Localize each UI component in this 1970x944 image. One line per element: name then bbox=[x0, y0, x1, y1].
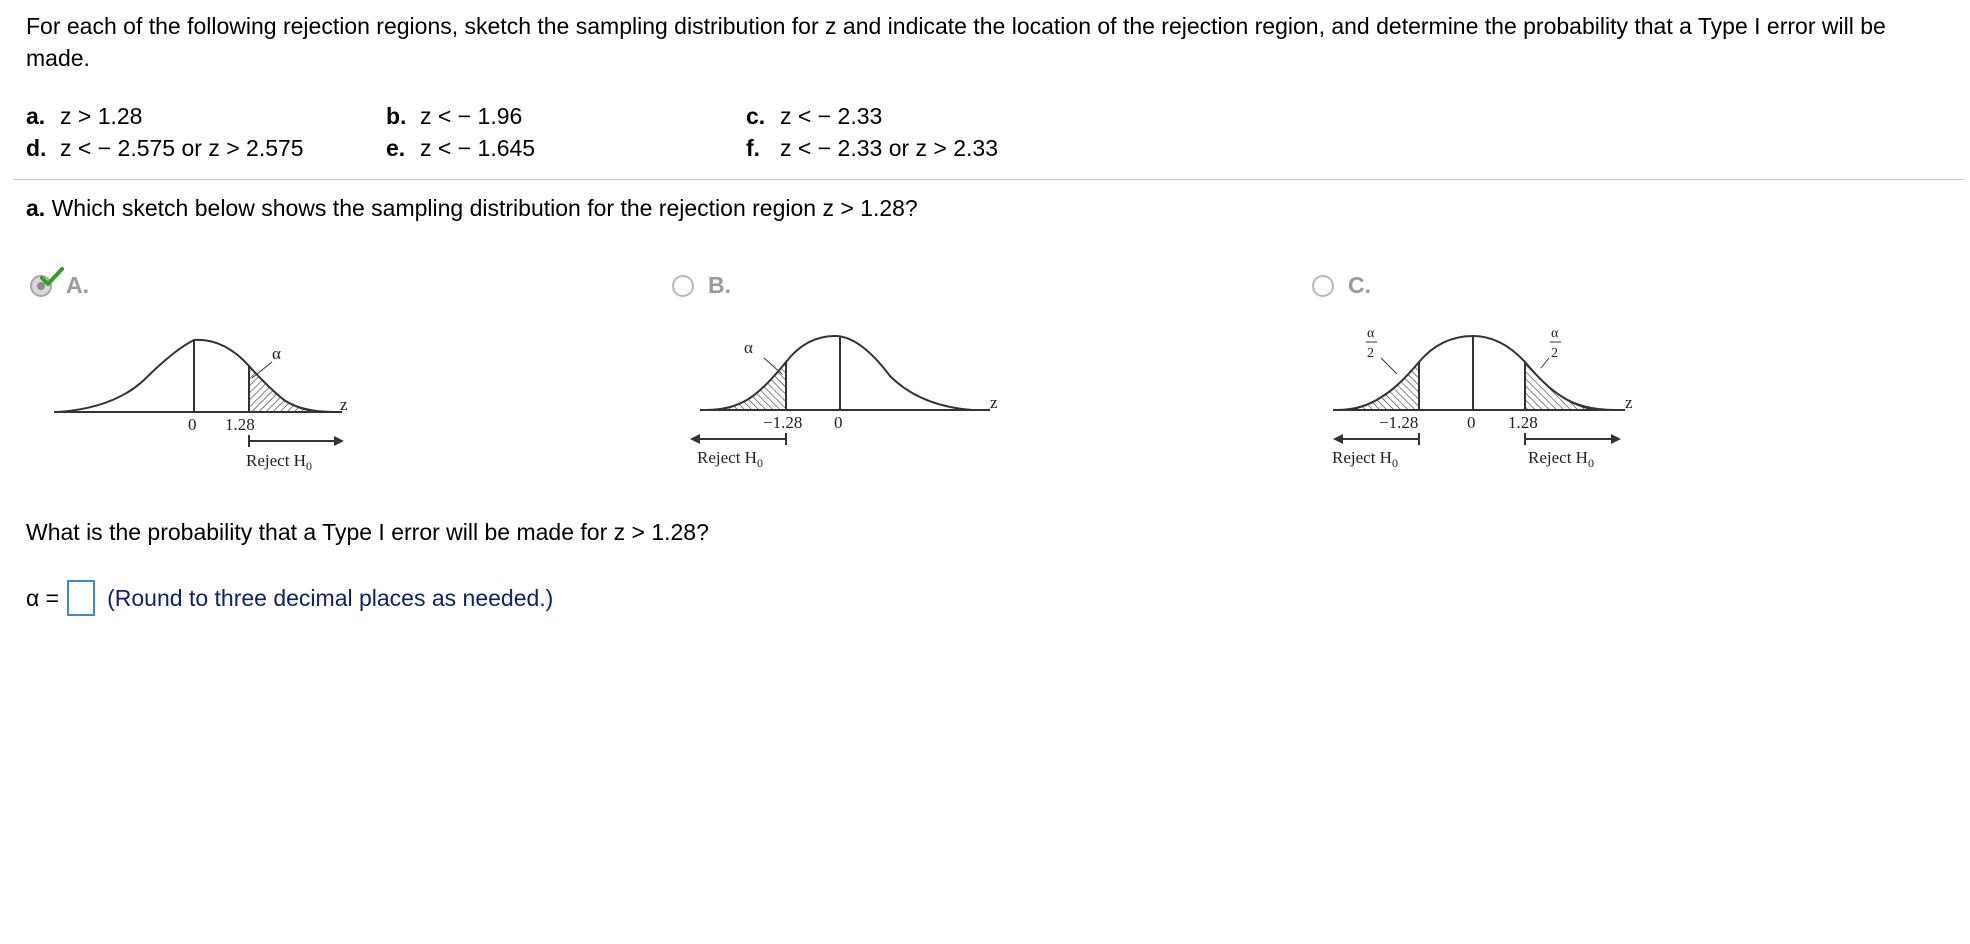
zero-tick-label: 0 bbox=[834, 413, 843, 432]
alpha-label: α bbox=[744, 338, 753, 357]
section-divider bbox=[14, 179, 1964, 180]
alpha-answer-input[interactable] bbox=[67, 580, 95, 616]
zero-tick-label: 0 bbox=[188, 415, 197, 434]
choice-b-label[interactable]: B. bbox=[708, 272, 731, 298]
rejection-region-right bbox=[1525, 362, 1603, 410]
normal-curve bbox=[58, 340, 334, 412]
part-f: f. z < − 2.33 or z > 2.33 bbox=[746, 135, 999, 161]
sketch-b[interactable] bbox=[690, 306, 1020, 476]
zero-tick-label: 0 bbox=[1467, 413, 1476, 432]
choice-a-label[interactable]: A. bbox=[66, 272, 89, 298]
reject-h0-left-label: Reject $H_0$ bbox=[1332, 448, 1398, 470]
alpha-half-left-den: 2 bbox=[1367, 346, 1374, 361]
alpha-pointer-right bbox=[1541, 358, 1549, 368]
answer-row bbox=[26, 580, 553, 616]
alpha-equals-label: α = bbox=[26, 585, 60, 611]
alpha-half-right-num: α bbox=[1551, 326, 1559, 341]
rounding-hint: (Round to three decimal places as needed.) bbox=[107, 585, 554, 611]
reject-h0-label: Reject $H_0$ bbox=[246, 451, 312, 473]
rejection-region-left bbox=[710, 362, 786, 410]
z-label: z bbox=[340, 395, 348, 414]
part-e: e. z < − 1.645 bbox=[386, 135, 536, 161]
critical-value-left-label: −1.28 bbox=[1379, 413, 1419, 432]
part-a: a. z > 1.28 bbox=[26, 103, 143, 129]
rejection-region-right bbox=[249, 366, 324, 412]
question-a: a. Which sketch below shows the sampling distribution for the rejection region z > 1.28? bbox=[26, 195, 918, 221]
problem-intro: For each of the following rejection regions, sketch the sampling distribution for z and indicate the location of the rejection region, and determine the probability that a Type I error will be made. bbox=[26, 13, 1886, 71]
alpha-pointer bbox=[252, 362, 272, 378]
alpha-half-right-den: 2 bbox=[1551, 346, 1558, 361]
choice-c-radio[interactable] bbox=[1312, 275, 1334, 297]
alpha-pointer-left bbox=[1381, 358, 1397, 374]
alpha-label: α bbox=[272, 344, 281, 363]
alpha-half-left-num: α bbox=[1367, 326, 1375, 341]
reject-h0-right-label: Reject $H_0$ bbox=[1528, 448, 1594, 470]
choice-b-radio[interactable] bbox=[672, 275, 694, 297]
part-b: b. z < − 1.96 bbox=[386, 103, 523, 129]
part-c: c. z < − 2.33 bbox=[746, 103, 883, 129]
alpha-pointer bbox=[764, 358, 782, 374]
rejection-region-left bbox=[1341, 362, 1419, 410]
sketch-c[interactable] bbox=[1325, 306, 1655, 476]
reject-h0-label: Reject $H_0$ bbox=[697, 448, 763, 470]
critical-value-label: 1.28 bbox=[225, 415, 255, 434]
normal-curve bbox=[1337, 336, 1615, 410]
z-label: z bbox=[990, 393, 998, 412]
sketch-a[interactable] bbox=[44, 308, 374, 478]
choice-c-label[interactable]: C. bbox=[1348, 272, 1371, 298]
z-label: z bbox=[1625, 393, 1633, 412]
checkmark-icon bbox=[40, 266, 64, 288]
part-d: d. z < − 2.575 or z > 2.575 bbox=[26, 135, 304, 161]
question-type-i-error: What is the probability that a Type I error will be made for z > 1.28? bbox=[26, 519, 709, 545]
critical-value-label: −1.28 bbox=[763, 413, 803, 432]
critical-value-right-label: 1.28 bbox=[1508, 413, 1538, 432]
